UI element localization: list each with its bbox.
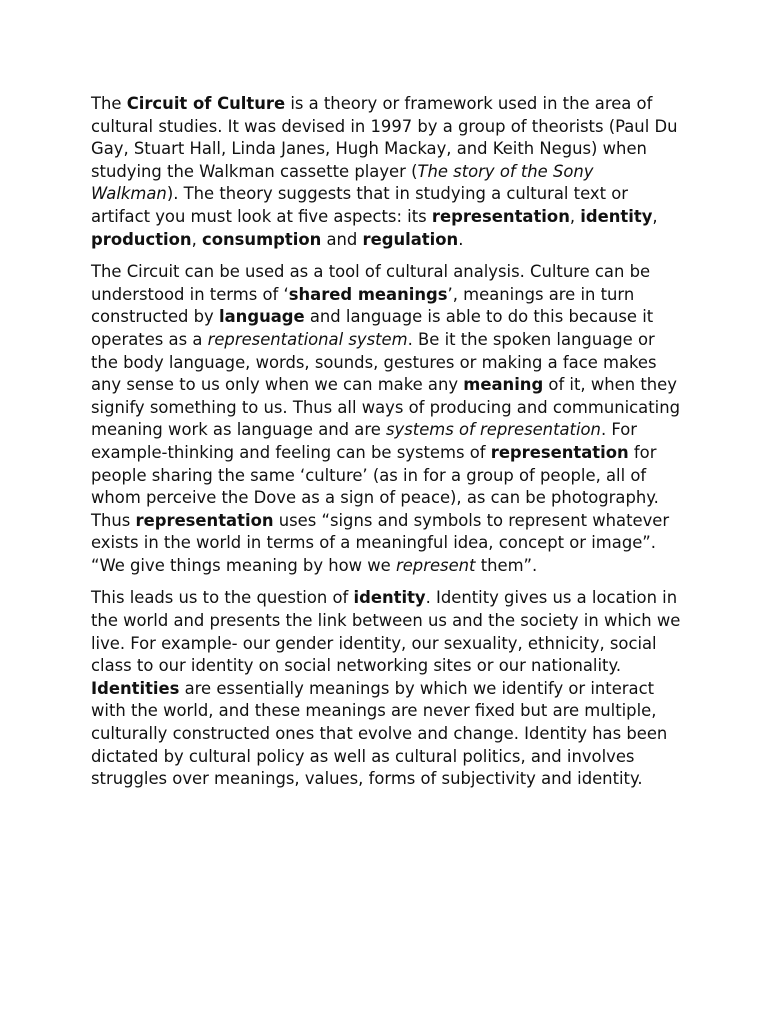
- paragraph-circuit-analysis: [91, 261, 681, 510]
- bold-term-representation: representation: [490, 442, 629, 462]
- bold-term-identities: Identities: [91, 678, 180, 698]
- text-run: . Be it the spoken language or the body language, words, sounds, gestures or making a face makes any sense to us only when we can make any: [91, 329, 657, 395]
- text-run: ,: [569, 206, 581, 226]
- text-run: Thus: [91, 510, 136, 530]
- italic-term-representational-system: representational system: [207, 329, 408, 349]
- text-run: ,: [191, 229, 202, 249]
- text-run: The Circuit can be used as a tool of cultural analysis. Culture can be understood in terms of ‘: [91, 262, 651, 304]
- text-run: . For example-thinking and feeling can be systems of: [91, 420, 637, 462]
- document-body: [91, 93, 681, 791]
- italic-title-sony-walkman: The story of the Sony Walkman: [91, 161, 594, 204]
- text-run: ,: [652, 206, 658, 226]
- text-run: ’, meanings are in turn constructed by: [91, 284, 635, 327]
- italic-term-systems-of-representation: systems of representation: [386, 420, 601, 440]
- paragraph-identity: [91, 587, 681, 790]
- text-run: is a theory or framework used in the area of cultural studies. It was devised in 1997 by a group of theorists (Paul Du Gay, Stuart Hall, Linda Janes, Hugh Mackay, and Keith Negus) when studying the Walkman cassette player (: [91, 94, 678, 181]
- bold-term-circuit-of-culture: Circuit of Culture: [126, 94, 286, 113]
- text-run: and language is able to do this because it operates as a: [91, 307, 654, 349]
- bold-term-meaning: meaning: [463, 375, 544, 395]
- bold-term-consumption: consumption: [202, 229, 322, 249]
- text-run: The: [91, 94, 127, 113]
- text-run: .: [458, 229, 464, 249]
- bold-term-identity: identity: [580, 206, 653, 226]
- bold-term-production: production: [91, 229, 192, 249]
- italic-term-represent: represent: [395, 555, 476, 575]
- text-run: of it, when they signify something to us. Thus all ways of producing and communicating meaning work as language and are: [91, 375, 680, 440]
- bold-term-regulation: regulation: [362, 229, 459, 249]
- bold-term-identity: identity: [353, 588, 426, 608]
- text-run: uses “signs and symbols to represent whatever exists in the world in terms of a meaningful idea, concept or image”. “We give things meaning by how we: [91, 510, 670, 575]
- bold-term-representation: representation: [135, 510, 274, 530]
- text-run: This leads us to the question of: [91, 588, 354, 608]
- paragraph-representation-quote: [91, 510, 681, 578]
- paragraph-circuit-of-culture: [91, 93, 681, 251]
- bold-term-language: language: [218, 307, 305, 327]
- text-run: . Identity gives us a location in the world and presents the link between us and the society in which we live. For example- our gender identity, our sexuality, ethnicity, social class to our identity on social networking sites or our nationality.: [91, 588, 681, 676]
- text-run: them”.: [475, 555, 538, 575]
- bold-term-shared-meanings: shared meanings: [288, 284, 448, 304]
- text-run: ). The theory suggests that in studying a cultural text or artifact you must look at five aspects: its: [91, 184, 628, 226]
- text-run: for people sharing the same ‘culture’ (as in for a group of people, all of whom perceive the Dove as a sign of peace), as can be photography.: [91, 442, 659, 508]
- text-run: are essentially meanings by which we identify or interact with the world, and these meanings are never fixed but are multiple, culturally constructed ones that evolve and change. Identity has been dictated by cultural policy as well as cultural politics, and involves struggles over meanings, values, forms of subjectivity and identity.: [91, 678, 668, 789]
- bold-term-representation: representation: [431, 206, 570, 226]
- text-run: and: [321, 229, 363, 249]
